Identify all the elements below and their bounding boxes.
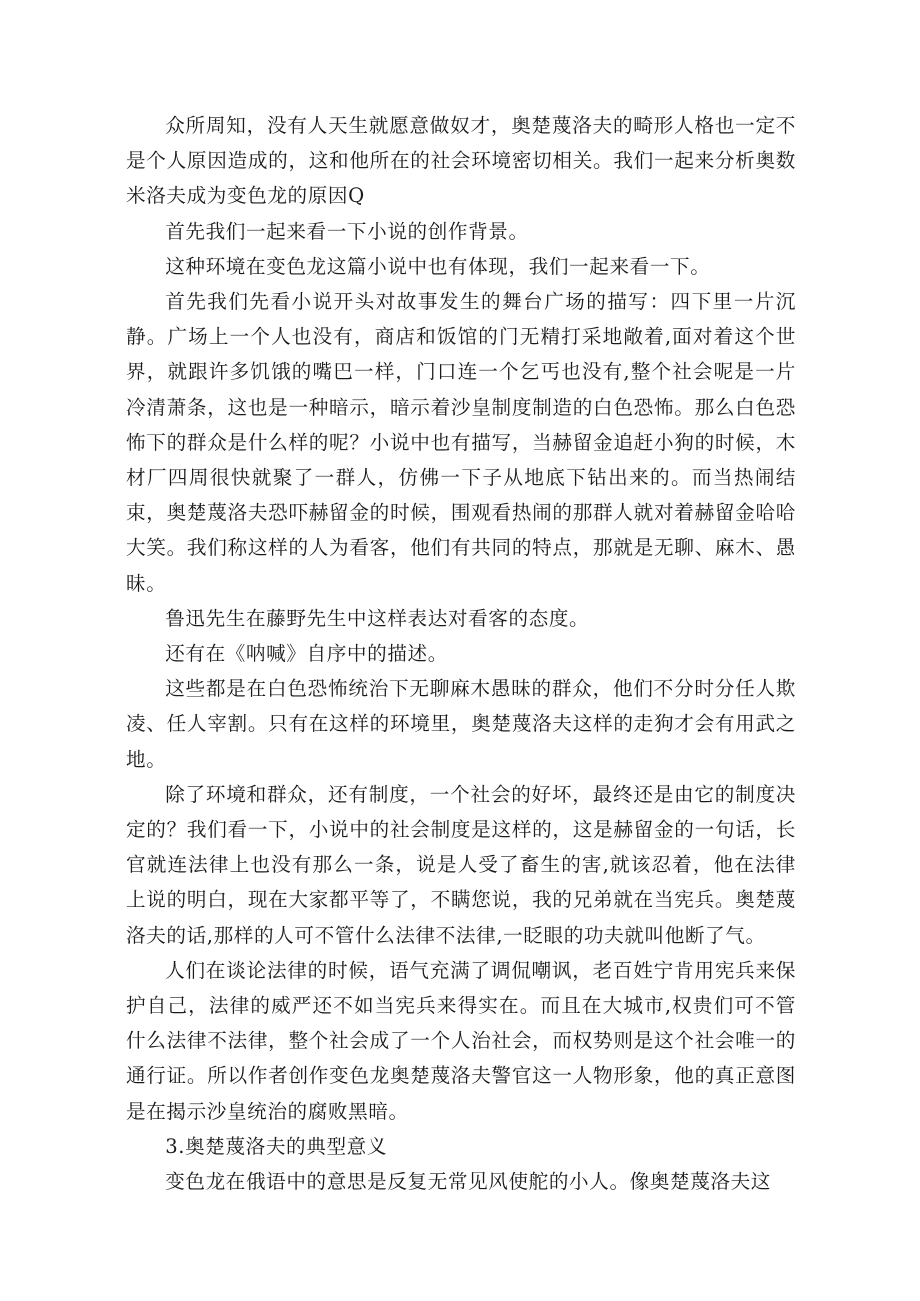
section-heading: 3.奥楚蔑洛夫的典型意义 xyxy=(165,1134,388,1158)
document-body xyxy=(126,108,796,1199)
paragraph-9: 人们在谈论法律的时候，语气充满了调侃嘲讽，老百姓宁肯用宪兵来保护自己，法律的威严还不如当宪兵来得实在。而且在大城市,权贵们可不管什么法律不法律，整个社会成了一个人治社会，而权势则是这个社会唯一的通行证。所以作者创作变色龙奥楚蔑洛夫警官这一人物形象，他的真正意图是在揭示沙皇统治的腐败黑暗。 xyxy=(126,958,796,1123)
paragraph-6: 还有在《呐喊》自序中的描述。 xyxy=(165,642,448,666)
paragraph-3: 这种环境在变色龙这篇小说中也有体现，我们一起来看一下。 xyxy=(165,254,711,278)
paragraph-5: 鲁迅先生在藤野先生中这样表达对看客的态度。 xyxy=(165,606,590,630)
paragraph-7: 这些都是在白色恐怖统治下无聊麻木愚昧的群众，他们不分时分任人欺凌、任人宰割。只有在这样的环境里，奥楚蔑洛夫这样的走狗才会有用武之地。 xyxy=(126,677,796,771)
paragraph-10: 变色龙在俄语中的意思是反复无常见风使舵的小人。像奥楚蔑洛夫这 xyxy=(165,1170,771,1194)
paragraph-4: 首先我们先看小说开头对故事发生的舞台广场的描写：四下里一片沉静。广场上一个人也没有，商店和饭馆的门无精打采地敞着,面对着这个世界，就跟许多饥饿的嘴巴一样，门口连一个乞丐也没有,整个社会呢是一片冷清萧条，这也是一种暗示，暗示着沙皇制度制造的白色恐怖。那么白色恐怖下的群众是什么样的呢？小说中也有描写，当赫留金追赶小狗的时候，木材厂四周很快就聚了一群人，仿佛一下子从地底下钻出来的。而当热闹结束，奥楚蔑洛夫恐吓赫留金的时候，围观看热闹的那群人就对着赫留金哈哈大笑。我们称这样的人为看客，他们有共同的特点，那就是无聊、麻木、愚昧。 xyxy=(126,290,796,595)
paragraph-1: 众所周知，没有人天生就愿意做奴才，奥楚蔑洛夫的畸形人格也一定不是个人原因造成的，这和他所在的社会环境密切相关。我们一起来分析奥数米洛夫成为变色龙的原因Q xyxy=(126,114,796,208)
paragraph-8: 除了环境和群众，还有制度，一个社会的好坏，最终还是由它的制度决定的？我们看一下，小说中的社会制度是这样的，这是赫留金的一句话，长官就连法律上也没有那么一条，说是人受了畜生的害,就该忍着，他在法律上说的明白，现在大家都平等了，不瞒您说，我的兄弟就在当宪兵。奥楚蔑洛夫的话,那样的人可不管什么法律不法律,一眨眼的功夫就叫他断了气。 xyxy=(126,782,796,947)
paragraph-2: 首先我们一起来看一下小说的创作背景。 xyxy=(165,219,529,243)
